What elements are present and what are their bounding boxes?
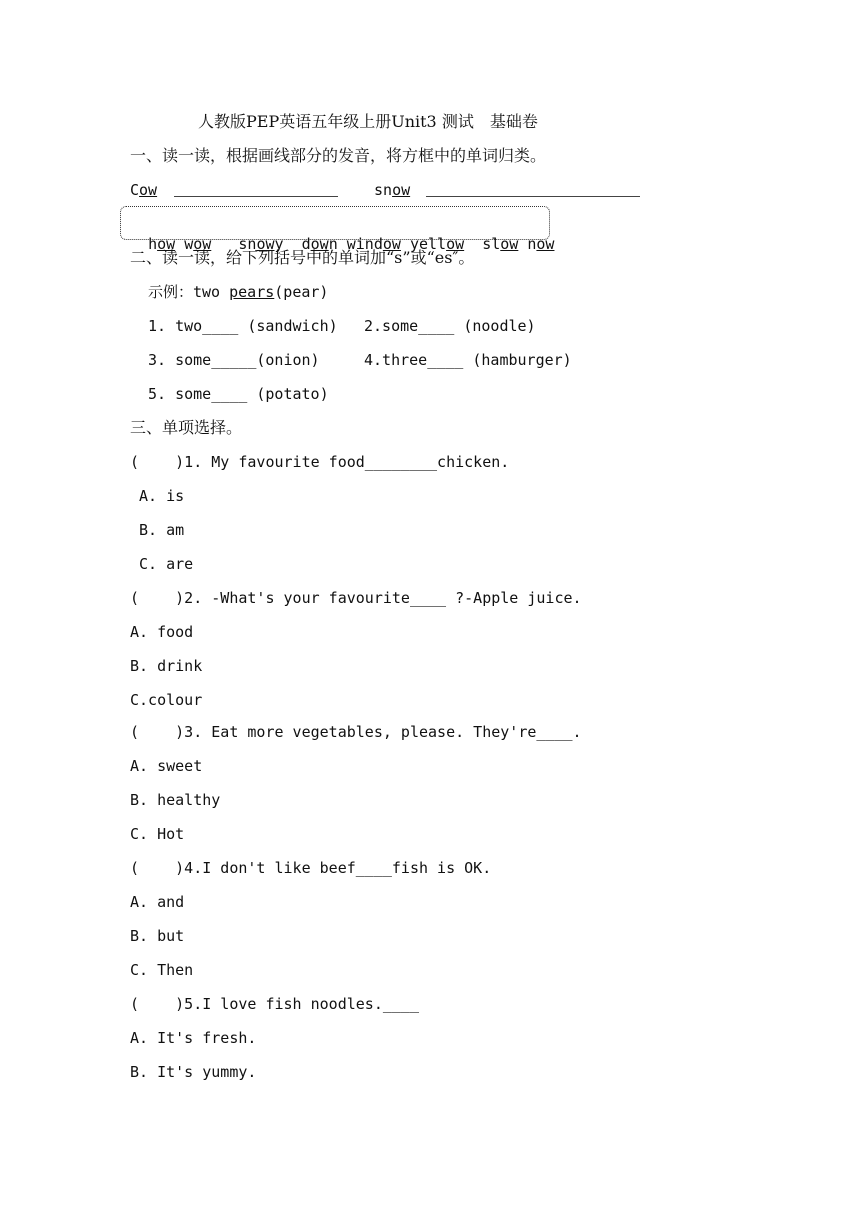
exercise-item-1[interactable]: 1. two____ (sandwich) [148, 317, 338, 335]
exercise-item-3[interactable]: 3. some_____(onion) [148, 351, 320, 369]
word-item: wow [184, 235, 212, 253]
word-item: window [346, 235, 401, 253]
option-2b[interactable]: B. drink [130, 657, 203, 675]
word-item: yellow [409, 235, 465, 253]
word-item: slow [482, 235, 519, 253]
option-1a[interactable]: A. is [130, 487, 185, 505]
option-3c[interactable]: C. Hot [130, 825, 185, 843]
word-item: snowy [238, 235, 284, 253]
option-1c[interactable]: C. are [130, 555, 194, 573]
category-cow: Cow [130, 181, 158, 199]
question-1[interactable]: ( )1. My favourite food________chicken. [130, 453, 510, 471]
option-5b[interactable]: B. It's yummy. [130, 1063, 257, 1081]
option-3a[interactable]: A. sweet [130, 757, 203, 775]
exercise-item-5[interactable]: 5. some____ (potato) [148, 385, 329, 403]
word-item: how [148, 235, 176, 253]
answer-line-snow[interactable] [426, 196, 640, 197]
option-4b[interactable]: B. but [130, 927, 185, 945]
example-line: 示例：two pears(pear) [148, 283, 329, 301]
exercise-item-4[interactable]: 4.three____ (hamburger) [364, 351, 572, 369]
section-2-heading: 二、读一读，给下列括号中的单词加“s”或“es″。 [130, 248, 475, 267]
question-4[interactable]: ( )4.I don't like beef____fish is OK. [130, 859, 492, 877]
answer-line-cow[interactable] [174, 196, 338, 197]
word-item: down [301, 235, 338, 253]
option-3b[interactable]: B. healthy [130, 791, 221, 809]
category-snow: snow [374, 181, 411, 199]
option-4c[interactable]: C. Then [130, 961, 194, 979]
option-1b[interactable]: B. am [130, 521, 185, 539]
question-3[interactable]: ( )3. Eat more vegetables, please. They're____. [130, 723, 582, 741]
question-2[interactable]: ( )2. -What's your favourite____ ?-Apple juice. [130, 589, 582, 607]
option-5a[interactable]: A. It's fresh. [130, 1029, 257, 1047]
option-4a[interactable]: A. and [130, 893, 185, 911]
word-item: now [527, 235, 555, 253]
question-5[interactable]: ( )5.I love fish noodles.____ [130, 995, 419, 1013]
exercise-item-2[interactable]: 2.some____ (noodle) [364, 317, 536, 335]
section-3-heading: 三、单项选择。 [130, 418, 243, 437]
section-1-heading: 一、读一读，根据画线部分的发音，将方框中的单词归类。 [130, 146, 547, 165]
option-2a[interactable]: A. food [130, 623, 194, 641]
option-2c[interactable]: C.colour [130, 691, 203, 709]
page-title: 人教版PEP英语五年级上册Unit3 测试 基础卷 [198, 112, 538, 131]
